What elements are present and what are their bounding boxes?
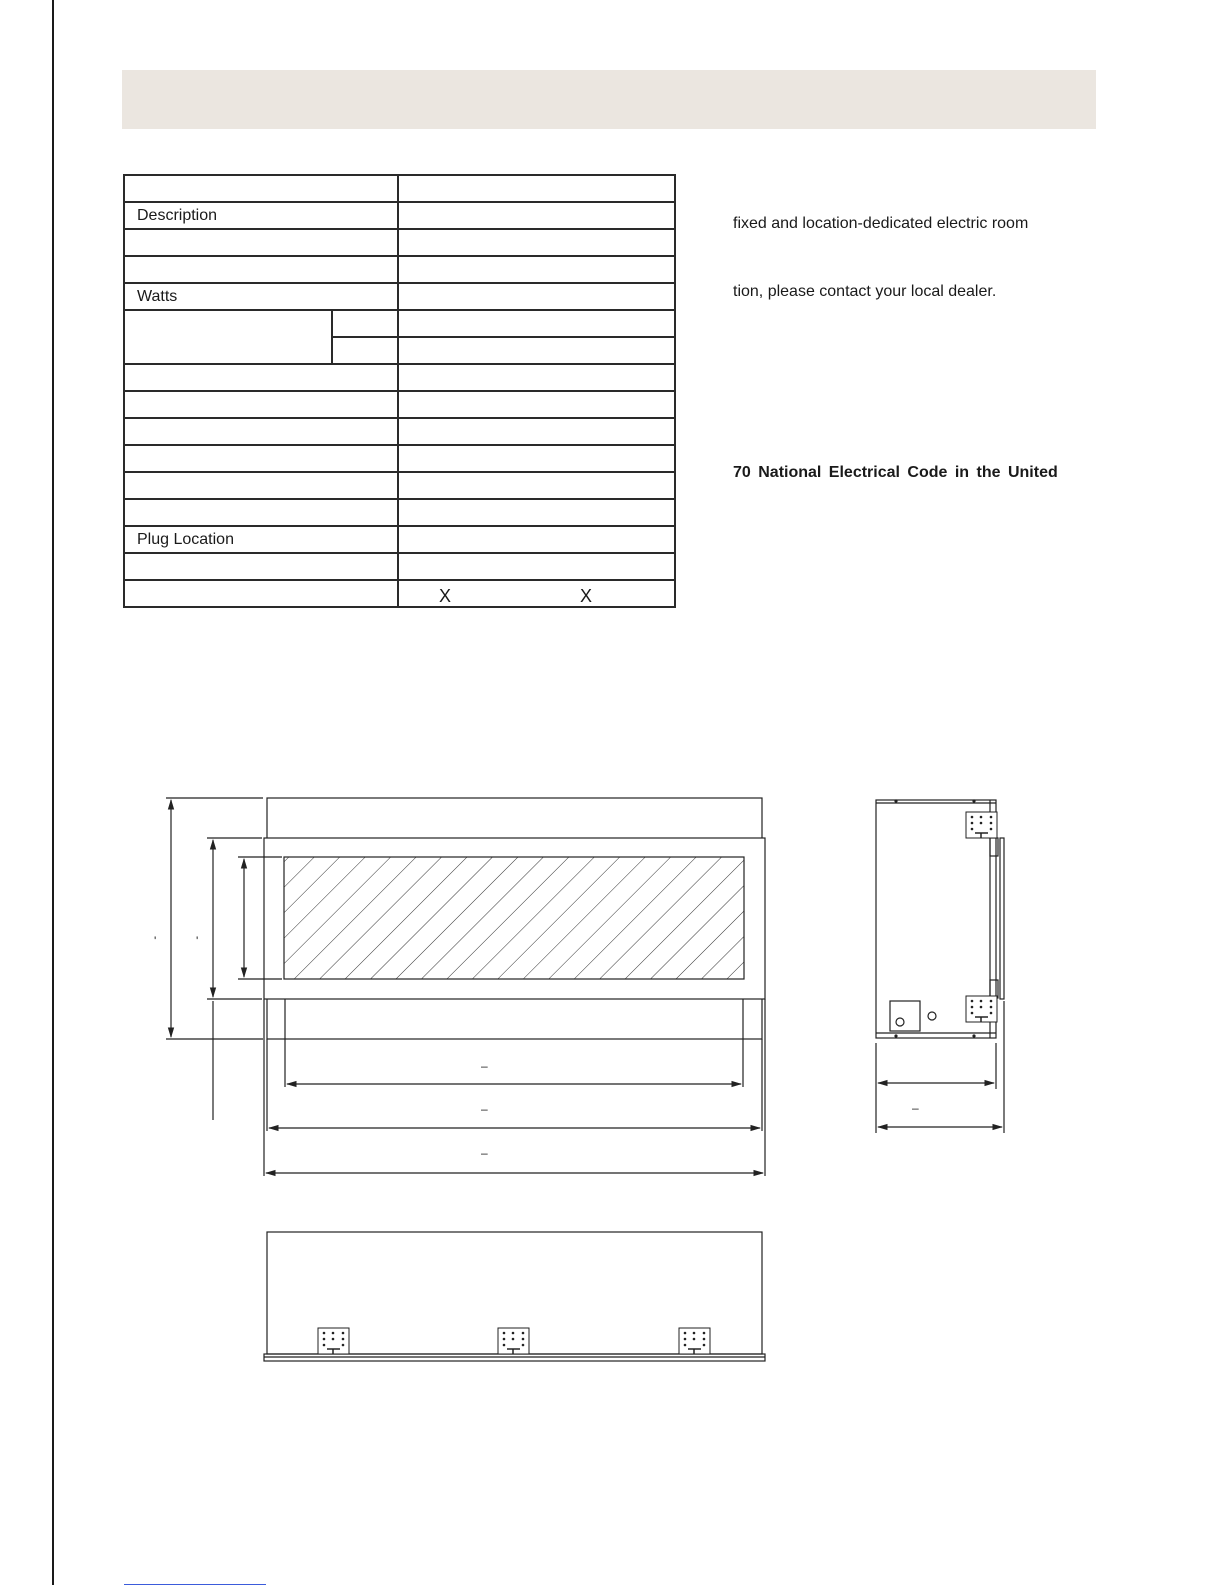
junction-box	[890, 1001, 920, 1031]
dimension-label: –	[481, 1102, 488, 1116]
dimension-separator: X	[439, 586, 452, 606]
mounting-bracket-icon	[679, 1328, 710, 1354]
mounting-bracket-icon	[498, 1328, 529, 1354]
side-trim-clip	[990, 980, 998, 998]
spec-label-watts: Watts	[124, 283, 398, 310]
screw-icon	[972, 799, 975, 802]
side-view	[876, 800, 1004, 1133]
body-text-line: tion, please contact your local dealer.	[733, 283, 997, 300]
body-text-line: fixed and location-dedicated electric room	[733, 215, 1029, 232]
screw-icon	[894, 799, 897, 802]
dimension-label: –	[912, 1101, 919, 1115]
mounting-bracket-icon	[318, 1328, 349, 1354]
screw-icon	[972, 1034, 975, 1037]
side-trim-profile	[1000, 838, 1004, 999]
glass-viewing-area	[284, 857, 744, 979]
spec-label-plug-location: Plug Location	[124, 526, 398, 553]
knockout-icon	[896, 1018, 904, 1026]
screw-icon	[894, 1034, 897, 1037]
mounting-bracket-icon	[966, 996, 997, 1022]
front-view	[166, 798, 765, 1176]
side-trim-clip	[990, 838, 998, 856]
mounting-bracket-icon	[966, 812, 997, 838]
body-text-bold-line: 70 National Electrical Code in the United	[733, 464, 1058, 481]
dimension-label: –	[481, 1059, 488, 1073]
dimension-label: '	[154, 934, 157, 948]
spec-label-description: Description	[124, 202, 398, 229]
dimension-separator: X	[580, 586, 593, 606]
knockout-icon	[928, 1012, 936, 1020]
dimension-label: –	[481, 1146, 488, 1160]
dimension-label: '	[196, 934, 199, 948]
